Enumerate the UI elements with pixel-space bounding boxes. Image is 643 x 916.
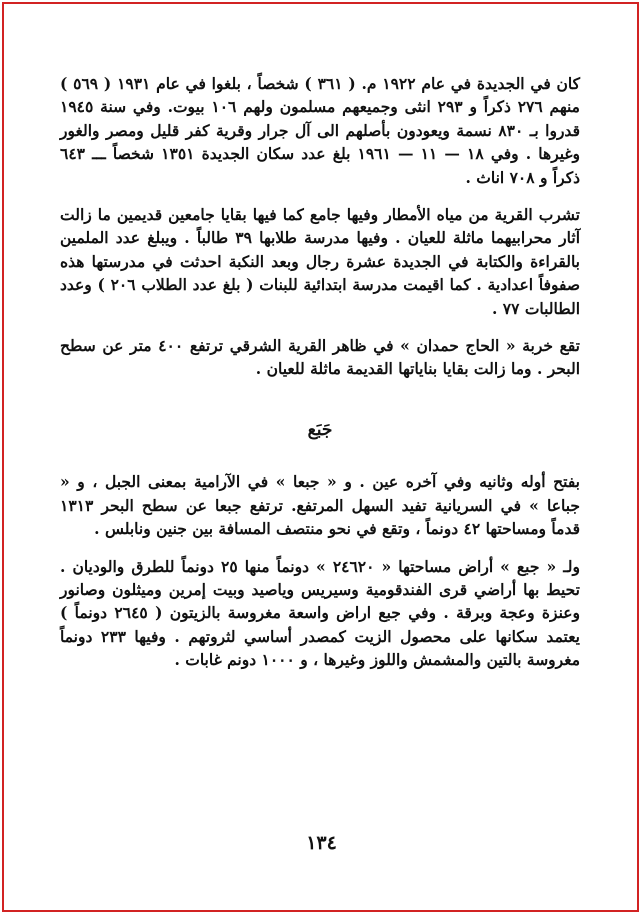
paragraph-etymology: بفتح أوله وثانيه وفي آخره عين . و « جبعا » في الآرامية بمعنى الجبل ، و « جباعا » في السريانية تفيد السهل المرتفع. ترتفع جبعا عن سطح البحر ١٣١٣ قدماً ومساحتها ٤٢ دونماً ، وتقع في نحو منتصف المسافة بين جنين ونابلس . [60, 472, 580, 539]
paragraph-water-schools: تشرب القرية من مياه الأمطار وفيها جامع كما فيها بقايا جامعين قديمين ما زالت آثار محرابيهما ماثلة للعيان . وفيها مدرسة طلابها ٣٩ طالباً . ويبلغ عدد الملمين بالقراءة والكتابة في الجديدة عشرة رجال وبعد النكبة احدثت في مدرستها هذه صفوفاً اعدادية . كما اقيمت مدرسة ابتدائية للبنات ( بلغ عدد الطلاب ٢٠٦ ) وعدد الطالبات ٧٧ . [60, 205, 581, 318]
document-body [60, 72, 580, 672]
paragraph-lands: ولـ « جبع » أراض مساحتها « ٢٤٦٢٠ » دونماً منها ٢٥ دونماً للطرق والوديان . تحيط بها أراضي قرى الفندقومية وسيريس وياصيد وبيت إمرين وميثلون وصانور وعنزة وعجة وبرقة . وفي جبع اراض واسعة مغروسة بالزيتون ( ٢٦٤٥ دونماً ) يعتمد سكانها على محصول الزيت كمصدر أساسي لثروتهم . وفيها ٢٣٣ دونماً مغروسة بالتين والمشمش واللوز وغيرها ، و ١٠٠٠ دونم غابات . [60, 556, 581, 670]
paragraph-population: كان في الجديدة في عام ١٩٢٢ م. ( ٣٦١ ) شخصاً ، بلغوا في عام ١٩٣١ ( ٥٦٩ ) منهم ٢٧٦ ذكراً و ٢٩٣ انثى وجميعهم مسلمون ولهم ١٠٦ بيوت. وفي سنة ١٩٤٥ قدروا بـ ٨٣٠ نسمة ويعودون بأصلهم الى آل جرار وقرية كفر قليل ومصر والغور وغيرها . وفي ١٨ — ١١ — ١٩٦١ بلغ عدد سكان الجديدة ١٣٥١ شخصاً ـــ ٦٤٣ ذكراً و ٧٠٨ اناث . [60, 74, 581, 187]
paragraph-khirbet: تقع خربة « الحاج حمدان » في ظاهر القرية الشرقي ترتفع ٤٠٠ متر عن سطح البحر . وما زالت بقايا بناياتها القديمة ماثلة للعيان . [60, 336, 580, 379]
section-heading: جَبَع [307, 419, 333, 440]
page-number: ١٣٤ [306, 832, 337, 854]
